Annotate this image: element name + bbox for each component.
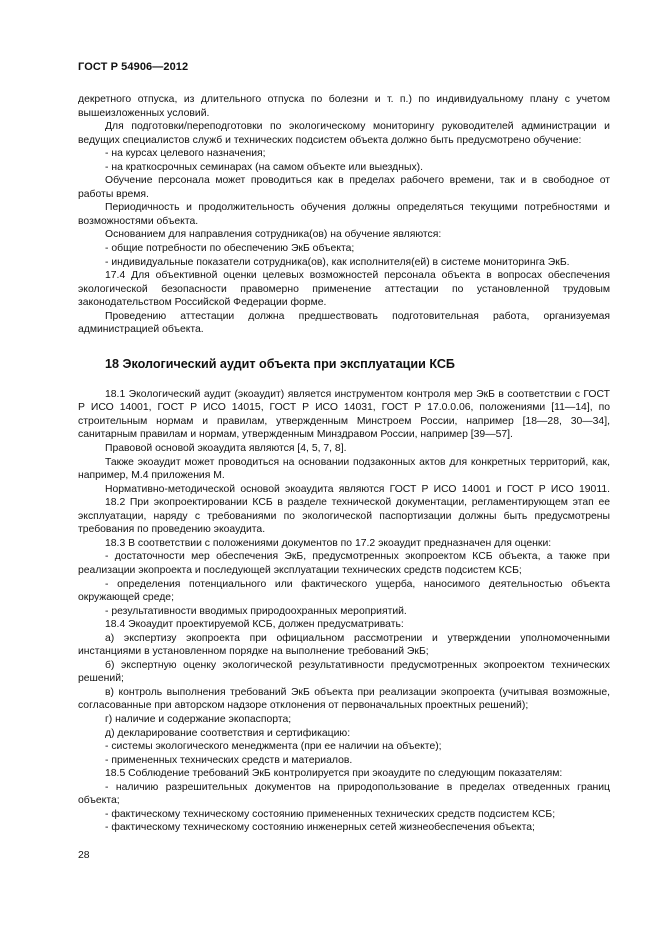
paragraph: Правовой основой экоаудита являются [4, 5, 7, 8].	[105, 443, 347, 455]
document-body	[78, 93, 610, 835]
list-item: б) экспертную оценку экологической результативности предусмотренных экопроектом технических решений;	[78, 659, 610, 685]
paragraph: Проведению аттестации должна предшествовать подготовительная работа, организуемая администрацией объекта.	[78, 310, 610, 336]
paragraph: 18.2 При экопроектировании КСБ в разделе технической документации, регламентирующем этап ее эксплуатации, наряду с требованиями по экологической паспортизации должны быть предусмотрены требования по проведению экоаудита.	[78, 497, 610, 536]
list-item: г) наличие и содержание экопаспорта;	[105, 713, 292, 725]
paragraph: Также экоаудит может проводиться на основании подзаконных актов для конкретных территорий, как, например, М.4 приложения М.	[78, 456, 610, 482]
paragraph: Обучение персонала может проводиться как в пределах рабочего времени, так и в свободное от работы время.	[78, 175, 610, 200]
section-title: 18 Экологический аудит объекта при эксплуатации КСБ	[105, 356, 455, 371]
list-item: - фактическому техническому состоянию инженерных сетей жизнеобеспечения объекта;	[105, 822, 535, 834]
paragraph: 18.5 Соблюдение требований ЭкБ контролируется при экоаудите по следующим показателям:	[105, 768, 563, 780]
list-item: в) контроль выполнения требований ЭкБ объекта при реализации экопроекта (учитывая возможные, согласованные при авторском надзоре отклонения от первоначальных проектных решений);	[78, 686, 610, 712]
list-item: - общие потребности по обеспечению ЭкБ объекта;	[105, 243, 355, 255]
list-item: - на краткосрочных семинарах (на самом объекте или выездных).	[105, 161, 423, 173]
list-item: а) экспертизу экопроекта при официальном рассмотрении и утверждении уполномоченными инстанциями в установленном порядке на выполнение требований ЭкБ;	[78, 632, 610, 658]
paragraph: Периодичность и продолжительность обучения должны определяться текущими потребностями и возможностями объекта.	[78, 202, 610, 227]
list-item: - фактическому техническому состоянию примененных технических средств подсистем КСБ;	[105, 808, 556, 820]
paragraph: 17.4 Для объективной оценки целевых возможностей персонала объекта в вопросах обеспечения экологической безопасности правомерно применение аттестации по установленной трудовым законодательством Российской Федерации форме.	[78, 270, 610, 309]
list-item: - индивидуальные показатели сотрудника(ов), как исполнителя(ей) в системе мониторинга ЭкБ.	[105, 256, 570, 268]
list-item: - примененных технических средств и материалов.	[105, 754, 353, 766]
paragraph: 18.3 В соответствии с положениями документов по 17.2 экоаудит предназначен для оценки:	[105, 537, 552, 549]
list-item: д) декларирование соответствия и сертификацию:	[105, 727, 351, 739]
list-item: - наличию разрешительных документов на природопользование в пределах отведенных границ объекта;	[78, 781, 610, 807]
paragraph: Для подготовки/переподготовки по экологическому мониторингу руководителей администрации и ведущих специалистов служб и технических подсистем объекта должно быть предусмотрено обучение:	[78, 121, 610, 146]
paragraph: Нормативно-методической основой экоаудита являются ГОСТ Р ИСО 14001 и ГОСТ Р ИСО 19011.	[105, 483, 610, 495]
list-item: - определения потенциального или фактического ущерба, наносимого деятельностью объекта окружающей среде;	[78, 578, 610, 604]
list-item: - на курсах целевого назначения;	[105, 148, 266, 160]
paragraph: 18.4 Экоаудит проектируемой КСБ, должен предусматривать:	[105, 619, 404, 631]
list-item: - достаточности мер обеспечения ЭкБ, предусмотренных экопроектом КСБ объекта, а также при реализации экопроекта и последующей эксплуатации технических средств подсистем КСБ;	[78, 551, 610, 576]
page-number: 28	[78, 850, 90, 861]
paragraph: 18.1 Экологический аудит (экоаудит) является инструментом контроля мер ЭкБ в соответствии с ГОСТ Р ИСО 14001, ГОСТ Р ИСО 14015, ГОСТ Р ИСО 14031, ГОСТ Р 17.0.0.06, положениями [11—14], по строительным нормам и правилам, утвержденным Минстроем России, например [18—28, 30—34], санитарным правилам и нормам, утвержденным Минздравом России, например [39—57].	[78, 388, 610, 441]
document-header: ГОСТ Р 54906—2012	[78, 61, 189, 73]
list-item: - системы экологического менеджмента (при ее наличии на объекте);	[105, 741, 442, 753]
paragraph: декретного отпуска, из длительного отпуска по болезни и т. п.) по индивидуальному плану с учетом вышеизложенных условий.	[78, 94, 610, 119]
list-item: - результативности вводимых природоохранных мероприятий.	[105, 605, 407, 617]
paragraph: Основанием для направления сотрудника(ов) на обучение являются:	[105, 229, 442, 241]
